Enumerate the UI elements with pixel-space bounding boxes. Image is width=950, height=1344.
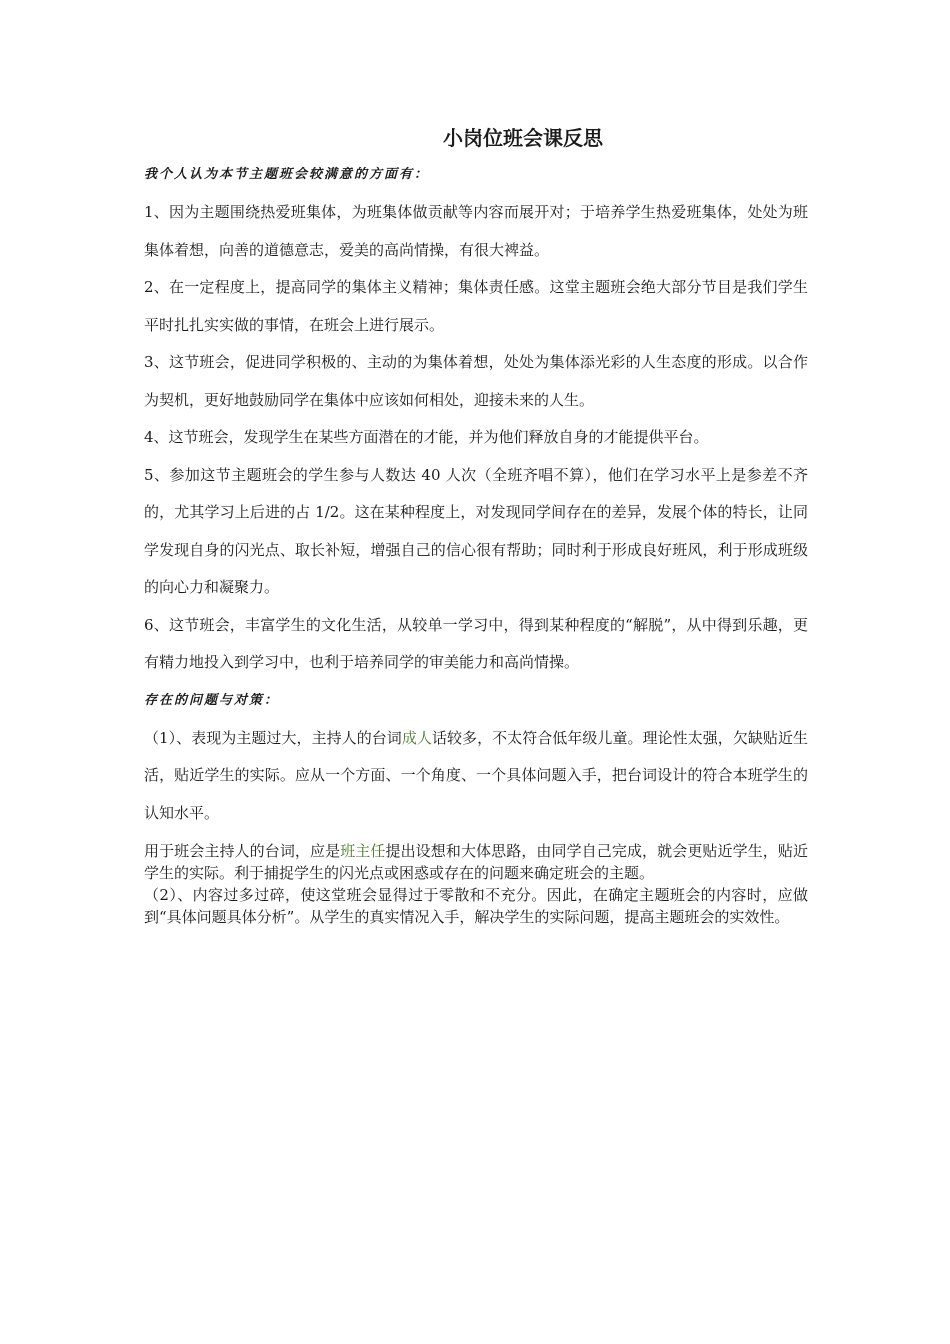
- problem-1-followup: [144, 840, 808, 884]
- satisfied-item-1: 1、因为主题围绕热爱班集体，为班集体做贡献等内容而展开对；于培养学生热爱班集体，处处为班集体着想，向善的道德意志，爱美的高尚情操，有很大裨益。: [144, 203, 808, 259]
- problem-1-followup-before: 用于班会主持人的台词，应是: [144, 842, 341, 860]
- satisfied-item-3: 3、这节班会，促进同学积极的、主动的为集体着想，处处为集体添光彩的人生态度的形成。以合作为契机，更好地鼓励同学在集体中应该如何相处，迎接未来的人生。: [144, 353, 808, 409]
- problem-1-followup-after: 提出设想和大体思路，由同学自己完成，就会更贴近学生，贴近学生的实际。利于捕捉学生的闪光点或困惑或存在的问题来确定班会的主题。: [144, 842, 808, 882]
- satisfied-item-6: 6、这节班会，丰富学生的文化生活，从较单一学习中，得到某种程度的“解脱”，从中得到乐趣，更有精力地投入到学习中，也利于培养同学的审美能力和高尚情操。: [144, 615, 808, 671]
- problem-1: [144, 720, 808, 833]
- document-body: [144, 160, 808, 928]
- document-title: 小岗位班会课反思: [443, 126, 603, 150]
- satisfied-heading: 我个人认为本节主题班会较满意的方面有：: [144, 167, 430, 182]
- problem-1-followup-highlight: 班主任: [340, 842, 386, 860]
- satisfied-item-2: 2、在一定程度上，提高同学的集体主义精神；集体责任感。这堂主题班会绝大部分节目是我们学生平时扎扎实实做的事情，在班会上进行展示。: [144, 278, 808, 334]
- satisfied-item-4: 4、这节班会，发现学生在某些方面潜在的才能，并为他们释放自身的才能提供平台。: [144, 428, 709, 446]
- problem-1-text-after: 话较多，不太符合低年级儿童。理论性太强，欠缺贴近生活，贴近学生的实际。应从一个方面、一个角度、一个具体问题入手，把台词设计的符合本班学生的认知水平。: [144, 728, 808, 822]
- problems-heading: 存在的问题与对策：: [144, 692, 280, 708]
- satisfied-item-5: 5、参加这节主题班会的学生参与人数达 40 人次（全班齐唱不算），他们在学习水平上是参差不齐的，尤其学习上后进的占 1/2。这在某种程度上，对发现同学间存在的差异，发展个体的特长，让同学发现自身的闪光点、取长补短，增强自己的信心很有帮助；同时利于形成良好班风，利于形成班级的向心力和凝聚力。: [144, 465, 808, 596]
- problem-1-highlight: 成人: [401, 728, 432, 747]
- problem-2: （2）、内容过多过碎，使这堂班会显得过于零散和不充分。因此，在确定主题班会的内容时，应做到“具体问题具体分析”。从学生的真实情况入手，解决学生的实际问题，提高主题班会的实效性。: [144, 886, 808, 926]
- problem-1-text-before: （1）、表现为主题过大，主持人的台词: [144, 728, 402, 747]
